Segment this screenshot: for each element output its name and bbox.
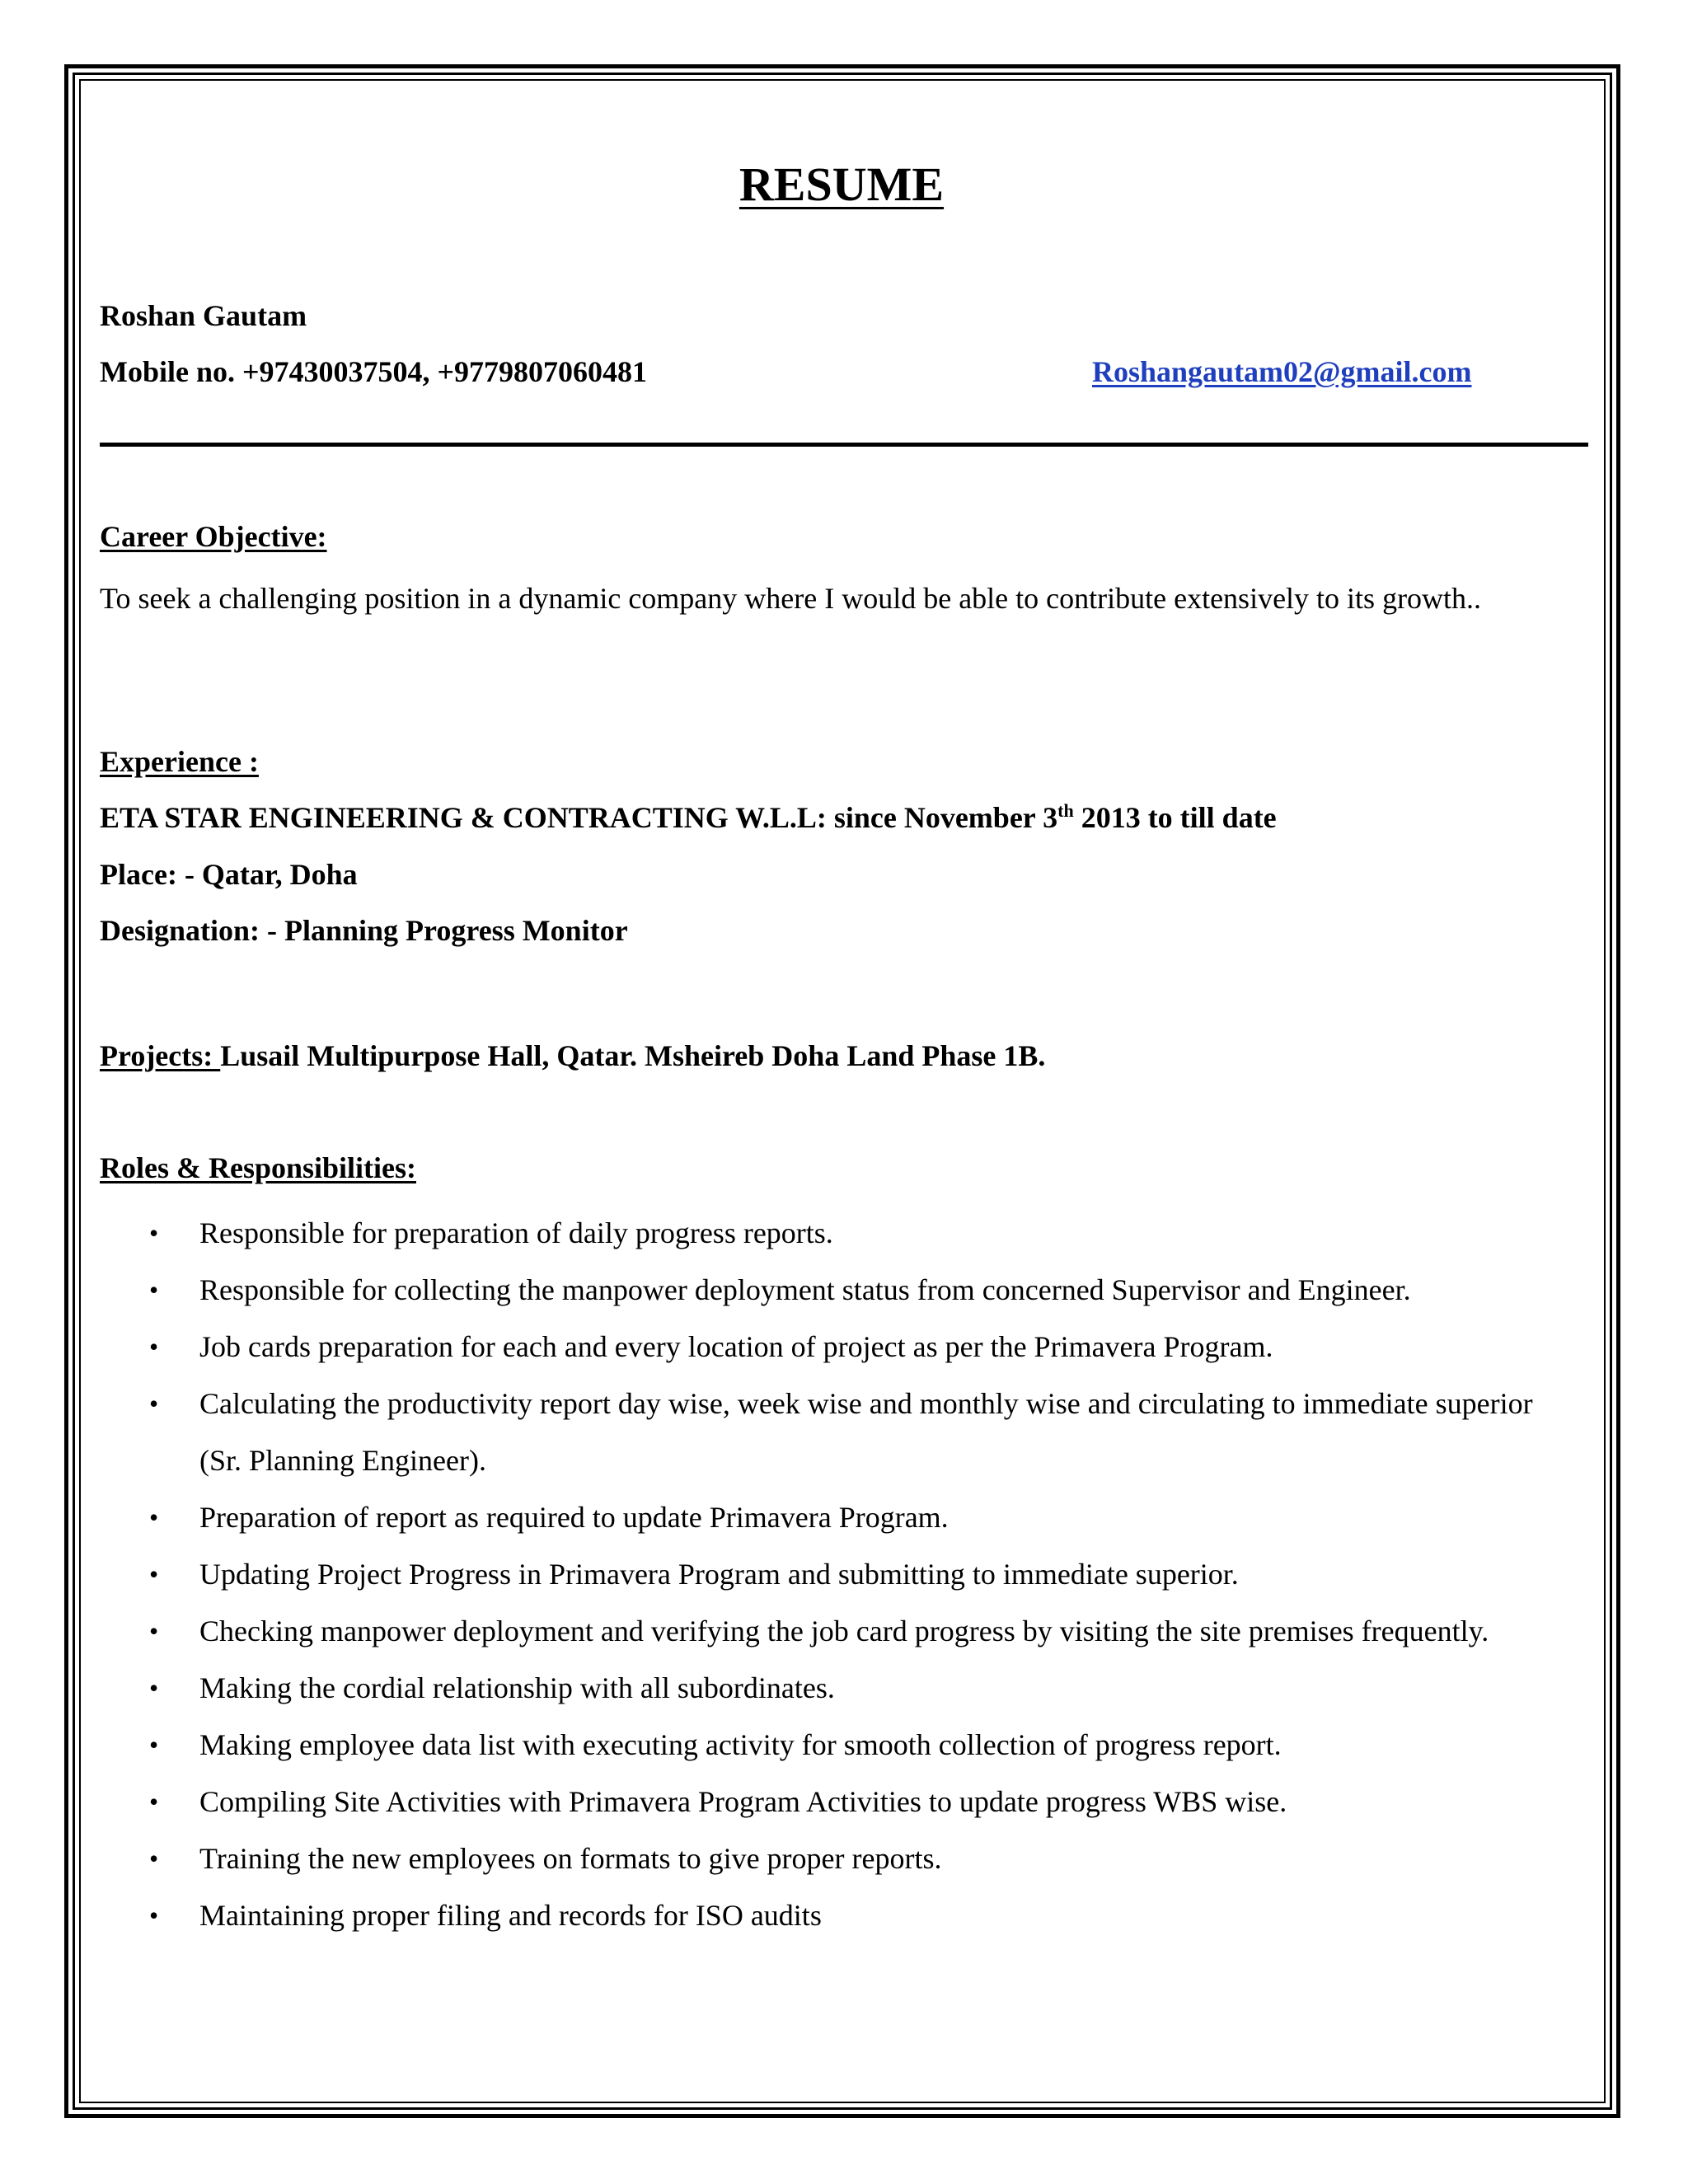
bullet-icon: • (149, 1502, 159, 1532)
experience-place: Place: - Qatar, Doha (100, 858, 358, 891)
bullet-icon: • (149, 1844, 159, 1873)
experience-company-line (100, 800, 1277, 835)
roles-heading: Roles & Responsibilities: (100, 1151, 417, 1184)
company-line-date: 2013 to till date (1073, 801, 1277, 834)
roles-list (100, 1205, 1583, 1944)
bullet-icon: • (149, 1389, 159, 1418)
bullet-icon: • (149, 1218, 159, 1248)
bullet-icon: • (149, 1332, 159, 1361)
experience-heading: Experience : (100, 745, 259, 778)
company-line-superscript: th (1057, 800, 1074, 821)
list-item-text: Compiling Site Activities with Primavera Program Activities to update progress WBS wise. (199, 1785, 1287, 1818)
career-objective-text: To seek a challenging position in a dynamic company where I would be able to contribute extensively to its growth.. (100, 582, 1482, 615)
list-item-text: Checking manpower deployment and verifying the job card progress by visiting the site premises frequently. (199, 1615, 1489, 1647)
bullet-icon: • (149, 1787, 159, 1816)
list-item-text: Maintaining proper filing and records for ISO audits (199, 1899, 822, 1932)
list-item (100, 1546, 1550, 1603)
bullet-icon: • (149, 1616, 159, 1646)
list-item (100, 1830, 1550, 1887)
list-item-text: Preparation of report as required to update Primavera Program. (199, 1501, 949, 1534)
bullet-icon: • (149, 1559, 159, 1589)
bullet-icon: • (149, 1900, 159, 1930)
list-item-text: Calculating the productivity report day wise, week wise and monthly wise and circulating to immediate superior (Sr. Planning Engineer). (199, 1387, 1533, 1477)
list-item (100, 1319, 1550, 1376)
projects-line (100, 1038, 1045, 1073)
list-item (100, 1205, 1550, 1262)
list-item (100, 1660, 1550, 1717)
bullet-icon: • (149, 1730, 159, 1760)
mobile-numbers: Mobile no. +97430037504, +9779807060481 (100, 355, 648, 388)
list-item-text: Making employee data list with executing activity for smooth collection of progress report. (199, 1728, 1282, 1761)
list-item-text: Job cards preparation for each and every location of project as per the Primavera Program. (199, 1330, 1273, 1363)
list-item-text: Training the new employees on formats to give proper reports. (199, 1842, 942, 1875)
projects-text: Lusail Multipurpose Hall, Qatar. Msheireb Doha Land Phase 1B. (220, 1039, 1046, 1072)
experience-designation: Designation: - Planning Progress Monitor (100, 914, 628, 947)
projects-label: Projects: (100, 1039, 221, 1072)
list-item-text: Making the cordial relationship with all subordinates. (199, 1671, 835, 1704)
candidate-name: Roshan Gautam (100, 299, 307, 332)
list-item (100, 1489, 1550, 1546)
list-item-text: Responsible for preparation of daily progress reports. (199, 1216, 833, 1249)
list-item (100, 1262, 1550, 1319)
list-item (100, 1603, 1550, 1660)
career-objective-heading: Career Objective: (100, 520, 327, 553)
email-link[interactable]: Roshangautam02@gmail.com (1092, 355, 1472, 388)
list-item (100, 1774, 1550, 1830)
bullet-icon: • (149, 1275, 159, 1305)
list-item (100, 1376, 1550, 1489)
list-item (100, 1887, 1550, 1944)
list-item-text: Responsible for collecting the manpower deployment status from concerned Supervisor and Engineer. (199, 1273, 1411, 1306)
header-divider (100, 443, 1588, 447)
bullet-icon: • (149, 1673, 159, 1703)
page-title: RESUME (738, 157, 945, 211)
company-line-main: ETA STAR ENGINEERING & CONTRACTING W.L.L: since November 3 (100, 801, 1058, 834)
list-item (100, 1717, 1550, 1774)
list-item-text: Updating Project Progress in Primavera Program and submitting to immediate superior. (199, 1558, 1239, 1591)
